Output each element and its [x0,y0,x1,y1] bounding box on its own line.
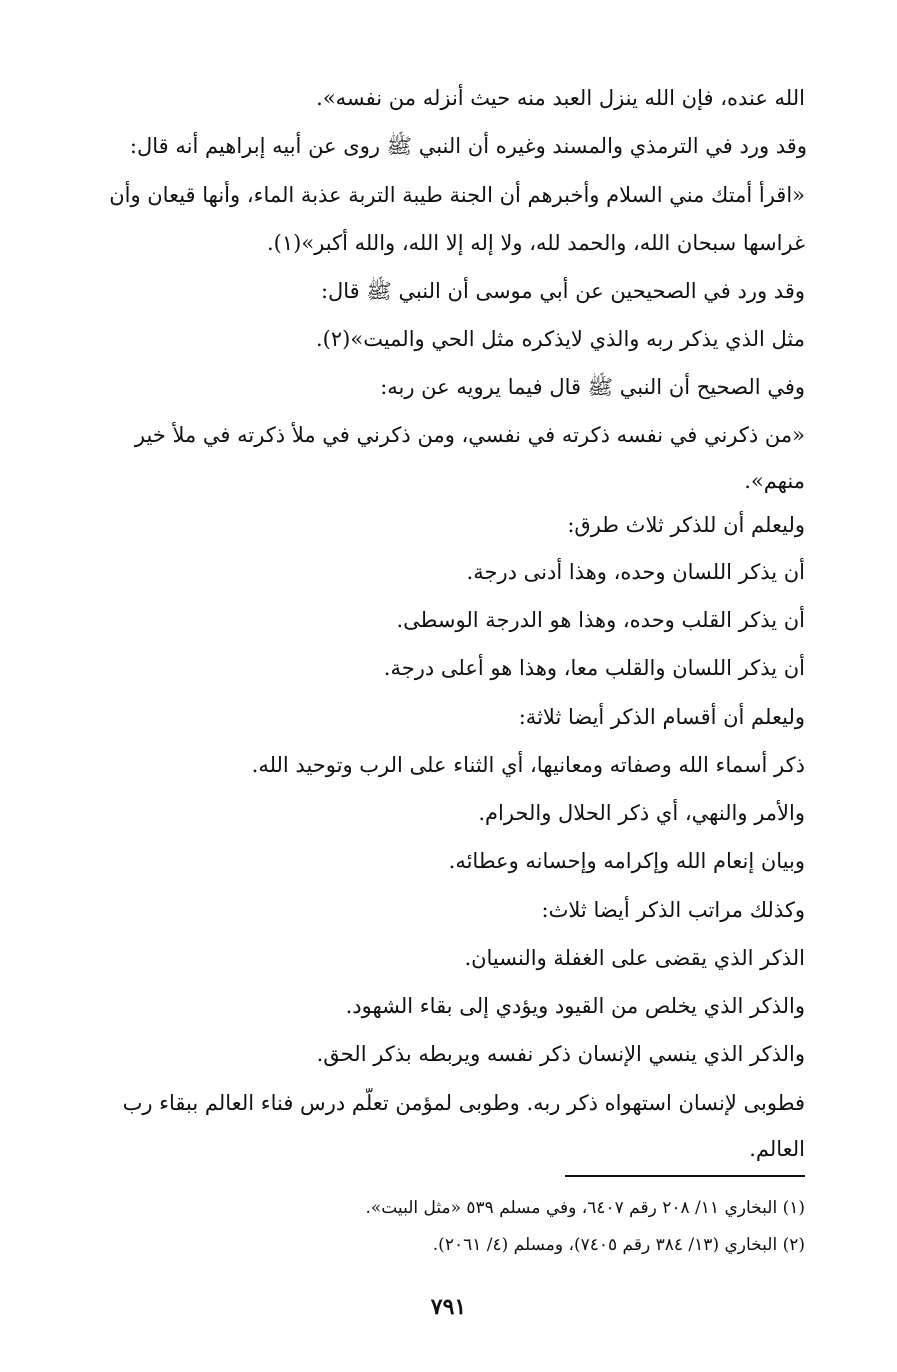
body-line-6: مثل الذي يذكر ربه والذي لايذكره مثل الحي والميت»(٢). [316,327,805,351]
body-line-7: وفي الصحيح أن النبي ﷺ قال فيما يرويه عن ربه: [380,375,805,399]
body-line-1: الله عنده، فإن الله ينزل العبد منه حيث أنزله من نفسه». [316,86,805,110]
body-line-18: وكذلك مراتب الذكر أيضا ثلاث: [541,898,805,922]
body-line-23: العالم. [749,1137,805,1161]
body-line-15: ذكر أسماء الله وصفاته ومعانيها، أي الثناء على الرب وتوحيد الله. [251,753,805,777]
body-line-16: والأمر والنهي، أي ذكر الحلال والحرام. [478,801,805,825]
body-line-21: والذكر الذي ينسي الإنسان ذكر نفسه ويربطه بذكر الحق. [316,1042,805,1066]
body-line-12: أن يذكر القلب وحده، وهذا هو الدرجة الوسطى. [396,608,805,632]
body-line-20: والذكر الذي يخلص من القيود ويؤدي إلى بقاء الشهود. [345,994,805,1018]
body-line-4: غراسها سبحان الله، والحمد لله، ولا إله إلا الله، والله أكبر»(١). [266,231,805,255]
footnote-1: (١) البخاري ١١/ ٢٠٨ رقم ٦٤٠٧، وفي مسلم ٥٣٩ «مثل البيت». [365,1198,805,1218]
body-line-13: أن يذكر اللسان والقلب معا، وهذا هو أعلى درجة. [383,656,805,680]
footnote-2: (٢) البخاري (١٣/ ٣٨٤ رقم ٧٤٠٥)، ومسلم (٤/ ٢٠٦١). [432,1235,805,1255]
page-number: ٧٩١ [430,1294,467,1320]
body-line-22: فطوبى لإنسان استهواه ذكر ربه. وطوبى لمؤمن تعلّم درس فناء العالم ببقاء رب [122,1091,805,1115]
body-line-19: الذكر الذي يقضى على الغفلة والنسيان. [464,946,805,970]
body-line-9: منهم». [744,469,805,493]
body-line-17: وبيان إنعام الله وإكرامه وإحسانه وعطائه. [448,849,805,873]
body-line-10: وليعلم أن للذكر ثلاث طرق: [567,513,805,537]
body-line-3: «اقرأ أمتك مني السلام وأخبرهم أن الجنة طيبة التربة عذبة الماء، وأنها قيعان وأن [109,183,805,207]
body-line-5: وقد ورد في الصحيحين عن أبي موسى أن النبي ﷺ قال: [320,279,805,303]
footnote-separator [565,1175,805,1177]
body-line-11: أن يذكر اللسان وحده، وهذا أدنى درجة. [466,560,805,584]
body-line-14: وليعلم أن أقسام الذكر أيضا ثلاثة: [518,705,805,729]
body-line-8: «من ذكرني في نفسه ذكرته في نفسي، ومن ذكرني في ملأ ذكرته في ملأ خير [134,423,805,447]
body-line-2: وقد ورد في الترمذي والمسند وغيره أن النبي ﷺ روى عن أبيه إبراهيم أنه قال: [129,134,807,158]
